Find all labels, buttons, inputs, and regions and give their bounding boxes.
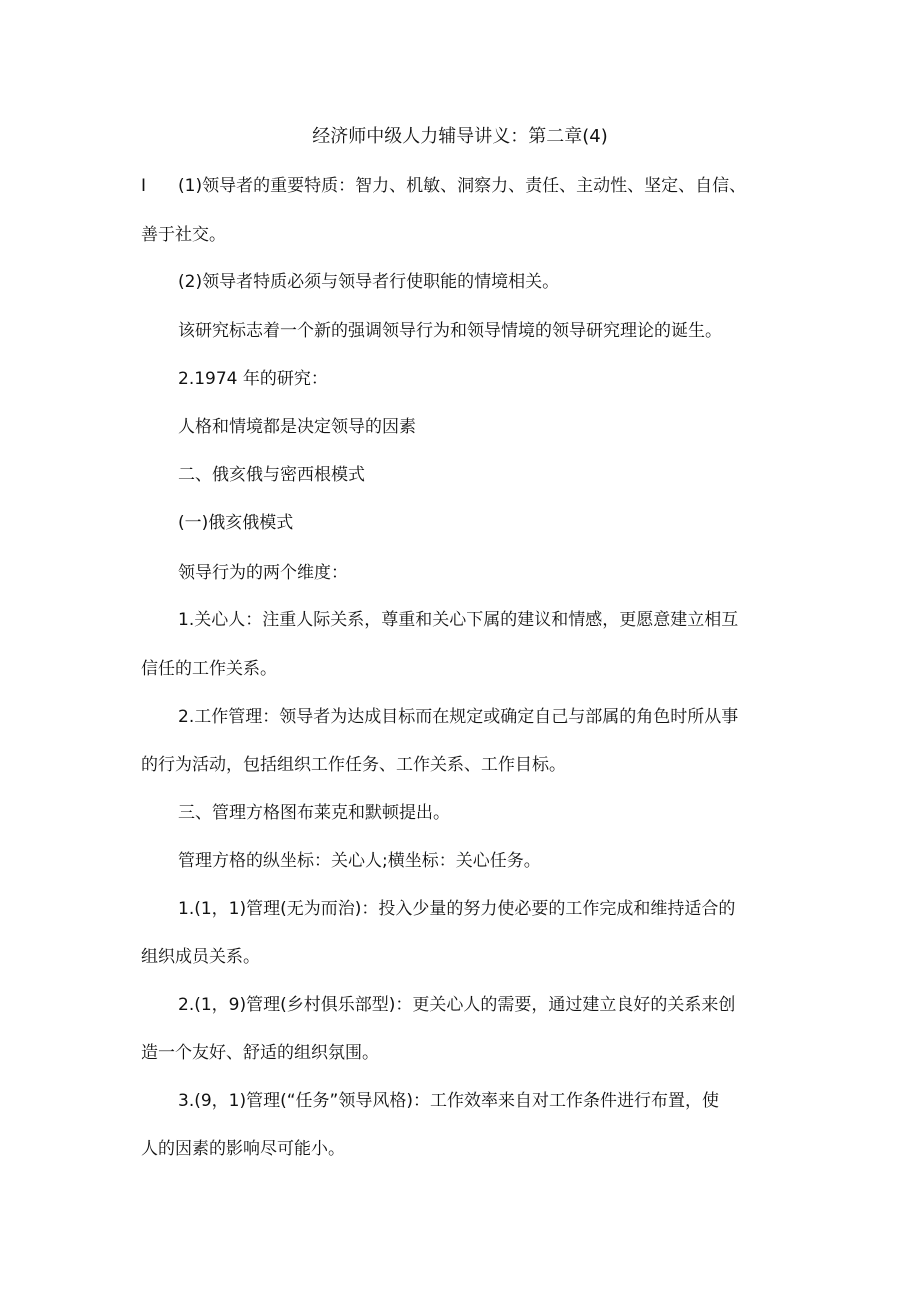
section-heading: 二、俄亥俄与密西根模式 [178, 465, 365, 485]
paragraph-line: 领导行为的两个维度： [178, 563, 348, 583]
page-marker: I [141, 176, 147, 196]
paragraph-line: 组织成员关系。 [141, 947, 260, 967]
paragraph-line: (2)领导者特质必须与领导者行使职能的情境相关。 [178, 272, 560, 292]
paragraph-line: 管理方格的纵坐标：关心人;横坐标：关心任务。 [178, 851, 541, 871]
paragraph-line: 造一个友好、舒适的组织氛围。 [141, 1043, 379, 1063]
paragraph-line: (1)领导者的重要特质：智力、机敏、洞察力、责任、主动性、坚定、自信、 [178, 176, 747, 196]
document-title: 经济师中级人力辅导讲义：第二章(4) [312, 126, 608, 147]
paragraph-line: 信任的工作关系。 [141, 659, 277, 679]
paragraph-line: 2.工作管理：领导者为达成目标而在规定或确定自己与部属的角色时所从事 [178, 707, 739, 727]
paragraph-line: 人的因素的影响尽可能小。 [141, 1139, 345, 1159]
paragraph-line: 该研究标志着一个新的强调领导行为和领导情境的领导研究理论的诞生。 [178, 321, 722, 341]
paragraph-line: 人格和情境都是决定领导的因素 [178, 417, 416, 437]
paragraph-line: 善于社交。 [141, 225, 226, 245]
paragraph-line: 2.(1，9)管理(乡村俱乐部型)：更关心人的需要，通过建立良好的关系来创 [178, 995, 736, 1015]
paragraph-line: 2.1974 年的研究： [178, 369, 328, 389]
subsection-heading: (一)俄亥俄模式 [178, 513, 294, 533]
paragraph-line: 1.关心人：注重人际关系，尊重和关心下属的建议和情感，更愿意建立相互 [178, 610, 739, 630]
section-heading: 三、管理方格图布莱克和默顿提出。 [178, 803, 450, 823]
paragraph-line: 3.(9，1)管理(“任务”领导风格)：工作效率来自对工作条件进行布置，使 [178, 1091, 719, 1111]
paragraph-line: 的行为活动，包括组织工作任务、工作关系、工作目标。 [141, 755, 566, 775]
paragraph-line: 1.(1，1)管理(无为而治)：投入少量的努力使必要的工作完成和维持适合的 [178, 899, 736, 919]
